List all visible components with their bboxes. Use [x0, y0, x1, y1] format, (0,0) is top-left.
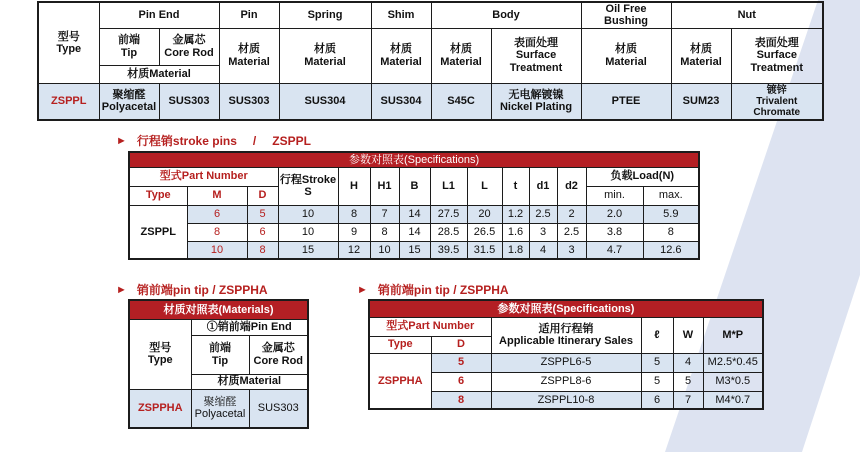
group-body: Body [431, 2, 581, 28]
cell-l: 20 [467, 205, 502, 223]
cell-min: 3.8 [586, 223, 643, 241]
group-oil-free-bushing: Oil Free Bushing [581, 2, 671, 28]
header-pin-end-material: 材质Material [99, 65, 219, 83]
cell-t: 1.8 [502, 241, 529, 259]
header-pin-material: 材质 Material [219, 28, 279, 83]
section-header-pin-tip-right [357, 281, 509, 298]
zsppha-materials-table [128, 299, 309, 429]
cell-d2: 2 [557, 205, 586, 223]
materials-overview-table [37, 1, 824, 121]
header-applicable: 适用行程销 Applicable Itinerary Sales [491, 317, 641, 353]
header-pin-end: ①销前端Pin End [191, 319, 308, 335]
header-w: W [673, 317, 703, 353]
cell-l: 5 [641, 372, 673, 391]
cell-b: 14 [399, 205, 430, 223]
cell-body-material: S45C [431, 83, 491, 120]
header-nut-material: 材质 Material [671, 28, 731, 83]
header-m: M [187, 186, 247, 205]
section-label: 销前端pin tip / ZSPPHA [377, 283, 509, 297]
cell-t: 1.2 [502, 205, 529, 223]
zsppl-spec-table [128, 151, 700, 260]
header-type: Type [369, 336, 431, 353]
header-shim-material: 材质 Material [371, 28, 431, 83]
header-load: 负载Load(N) [586, 167, 699, 186]
cell-mp: M3*0.5 [703, 372, 763, 391]
cell-b: 14 [399, 223, 430, 241]
cell-m: 10 [187, 241, 247, 259]
cell-spring: SUS304 [279, 83, 371, 120]
cell-s: 10 [278, 205, 338, 223]
cell-t: 1.6 [502, 223, 529, 241]
cell-type: ZSPPL [38, 83, 99, 120]
header-body-surface: 表面处理 Surface Treatment [491, 28, 581, 83]
cell-applicable: ZSPPL10-8 [491, 391, 641, 409]
table-row [129, 389, 308, 428]
cell-h1: 7 [370, 205, 399, 223]
header-d2: d2 [557, 167, 586, 205]
table-row [129, 223, 699, 241]
group-pin-end: Pin End [99, 2, 219, 28]
cell-max: 12.6 [643, 241, 699, 259]
cell-w: 4 [673, 353, 703, 372]
cell-d: 5 [247, 205, 278, 223]
zsppha-spec-table [368, 299, 764, 410]
cell-l: 31.5 [467, 241, 502, 259]
cell-type: ZSPPHA [369, 353, 431, 409]
cell-nut-material: SUM23 [671, 83, 731, 120]
cell-mp: M4*0.7 [703, 391, 763, 409]
table-banner: 参数对照表(Specifications) [129, 152, 699, 167]
table-banner: 材质对照表(Materials) [129, 300, 308, 319]
section-header-pin-tip-left [116, 281, 268, 298]
section-header-stroke-pins [116, 132, 311, 149]
cell-type: ZSPPHA [129, 389, 191, 428]
header-spring-material: 材质 Material [279, 28, 371, 83]
cell-h: 12 [338, 241, 370, 259]
cell-min: 4.7 [586, 241, 643, 259]
cell-shim: SUS304 [371, 83, 431, 120]
cell-b: 15 [399, 241, 430, 259]
cell-d1: 2.5 [529, 205, 557, 223]
cell-m: 6 [187, 205, 247, 223]
cell-s: 15 [278, 241, 338, 259]
cell-applicable: ZSPPL8-6 [491, 372, 641, 391]
header-l: ℓ [641, 317, 673, 353]
cell-pin-end-core-rod: SUS303 [159, 83, 219, 120]
cell-l1: 28.5 [430, 223, 467, 241]
cell-d1: 4 [529, 241, 557, 259]
section-label: 行程销stroke pins [136, 134, 237, 148]
header-d: D [247, 186, 278, 205]
cell-body-surface: 无电解镀镍 Nickel Plating [491, 83, 581, 120]
cell-core-rod: SUS303 [249, 389, 308, 428]
cell-l: 6 [641, 391, 673, 409]
header-stroke: 行程Stroke S [278, 167, 338, 205]
cell-s: 10 [278, 223, 338, 241]
header-part-number: 型式Part Number [129, 167, 278, 186]
cell-d: 8 [431, 391, 491, 409]
group-nut: Nut [671, 2, 823, 28]
cell-pin-end-tip: 聚缩醛 Polyacetal [99, 83, 159, 120]
cell-w: 5 [673, 372, 703, 391]
header-d: D [431, 336, 491, 353]
cell-max: 8 [643, 223, 699, 241]
cell-m: 8 [187, 223, 247, 241]
triangle-arrow-icon: ► [357, 283, 368, 296]
header-body-material: 材质 Material [431, 28, 491, 83]
header-b: B [399, 167, 430, 205]
cell-max: 5.9 [643, 205, 699, 223]
group-pin: Pin [219, 2, 279, 28]
header-bushing-material: 材质 Material [581, 28, 671, 83]
cell-d1: 3 [529, 223, 557, 241]
cell-d2: 3 [557, 241, 586, 259]
table-row [369, 353, 763, 372]
header-h1: H1 [370, 167, 399, 205]
header-load-min: min. [586, 186, 643, 205]
header-l1: L1 [430, 167, 467, 205]
cell-type: ZSPPL [129, 205, 187, 259]
section-code: ZSPPL [272, 133, 311, 148]
header-h: H [338, 167, 370, 205]
group-shim: Shim [371, 2, 431, 28]
header-type: 型号 Type [129, 319, 191, 389]
cell-h: 8 [338, 205, 370, 223]
cell-l: 5 [641, 353, 673, 372]
section-slash: / [252, 133, 257, 148]
header-type: 型号 Type [38, 2, 99, 83]
cell-oil-free-bushing: PTEE [581, 83, 671, 120]
cell-d: 6 [247, 223, 278, 241]
cell-h: 9 [338, 223, 370, 241]
cell-l1: 27.5 [430, 205, 467, 223]
header-core-rod: 金属芯 Core Rod [159, 28, 219, 65]
cell-min: 2.0 [586, 205, 643, 223]
cell-pin: SUS303 [219, 83, 279, 120]
cell-applicable: ZSPPL6-5 [491, 353, 641, 372]
table-row [129, 241, 699, 259]
cell-tip: 聚缩醛 Polyacetal [191, 389, 249, 428]
cell-mp: M2.5*0.45 [703, 353, 763, 372]
cell-d: 6 [431, 372, 491, 391]
table-banner: 参数对照表(Specifications) [369, 300, 763, 317]
cell-h1: 10 [370, 241, 399, 259]
header-load-max: max. [643, 186, 699, 205]
header-d1: d1 [529, 167, 557, 205]
header-type: Type [129, 186, 187, 205]
header-t: t [502, 167, 529, 205]
header-tip: 前端 Tip [191, 335, 249, 374]
header-mp: M*P [703, 317, 763, 353]
header-part-number: 型式Part Number [369, 317, 491, 336]
cell-h1: 8 [370, 223, 399, 241]
cell-l: 26.5 [467, 223, 502, 241]
header-core-rod: 金属芯 Core Rod [249, 335, 308, 374]
triangle-arrow-icon: ► [116, 283, 127, 296]
cell-l1: 39.5 [430, 241, 467, 259]
cell-nut-surface: 镀锌 Trivalent Chromate [731, 83, 823, 120]
header-nut-surface: 表面处理 Surface Treatment [731, 28, 823, 83]
triangle-arrow-icon: ► [116, 134, 127, 147]
cell-d: 8 [247, 241, 278, 259]
group-spring: Spring [279, 2, 371, 28]
header-material: 材质Material [191, 374, 308, 389]
header-l: L [467, 167, 502, 205]
table-row [129, 205, 699, 223]
header-tip: 前端 Tip [99, 28, 159, 65]
cell-w: 7 [673, 391, 703, 409]
cell-d2: 2.5 [557, 223, 586, 241]
cell-d: 5 [431, 353, 491, 372]
section-label: 销前端pin tip / ZSPPHA [136, 283, 268, 297]
